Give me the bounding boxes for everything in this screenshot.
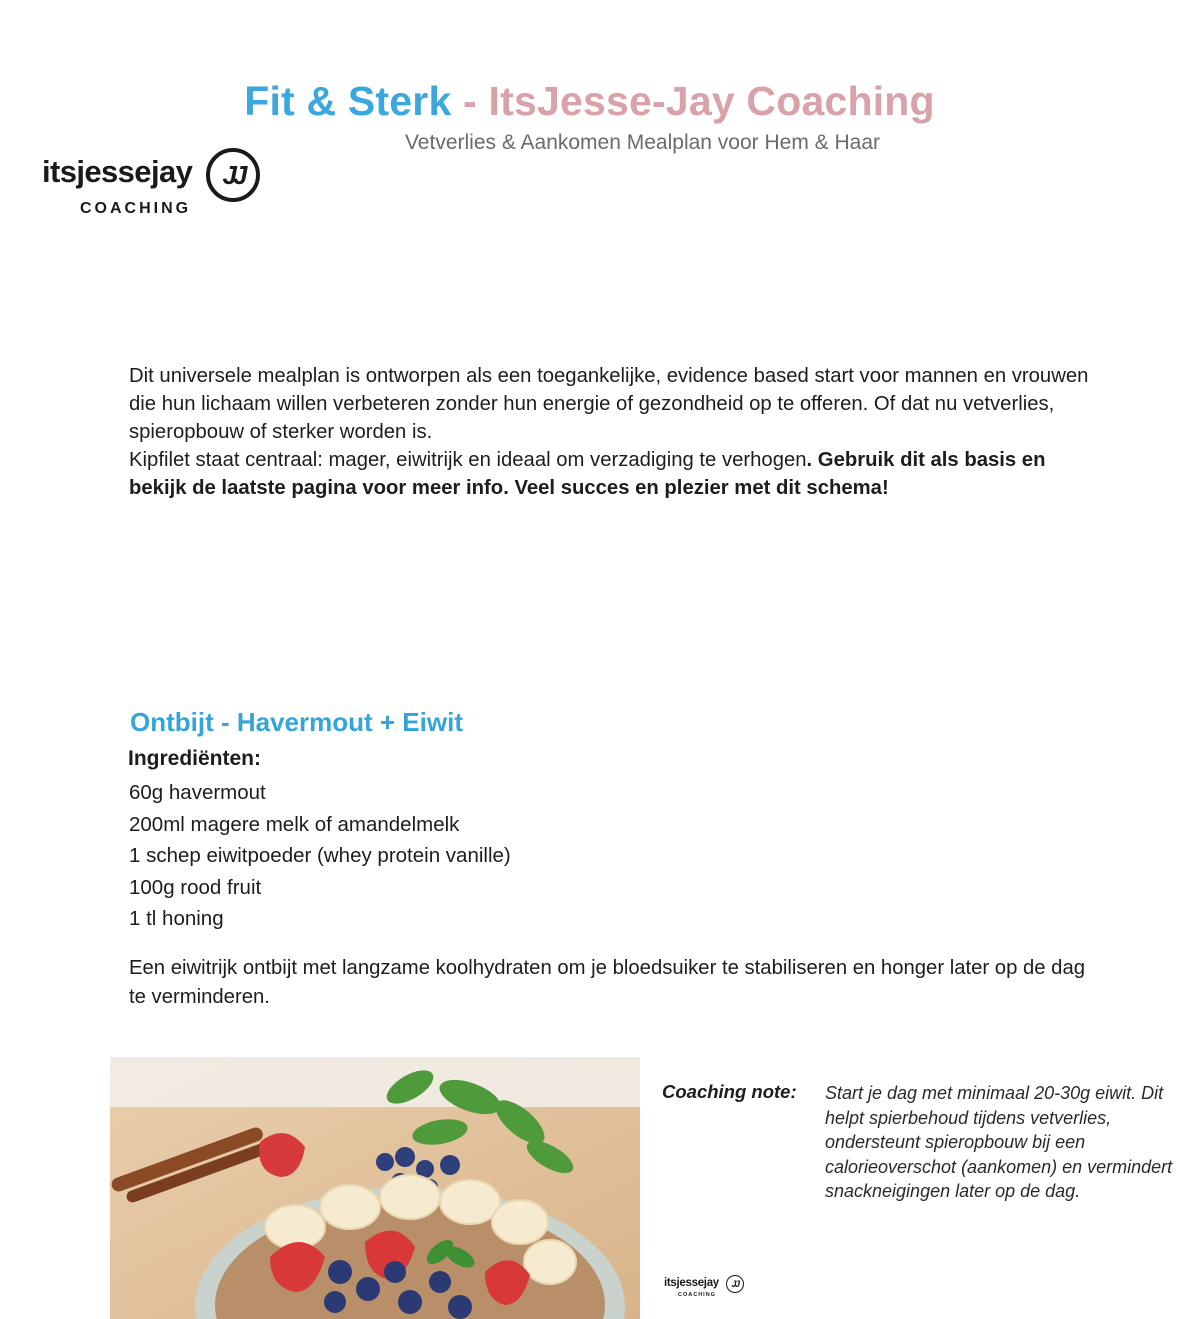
- ingredients-heading: Ingrediënten:: [128, 747, 262, 770]
- list-item: 200ml magere melk of amandelmelk: [129, 812, 460, 836]
- intro-text: [129, 362, 1099, 502]
- list-item: 100g rood fruit: [129, 875, 262, 899]
- title-separator: -: [451, 78, 489, 124]
- logo-tagline: COACHING: [80, 200, 192, 217]
- page-title: [0, 78, 1179, 125]
- footer-logo-wordmark: itsjessejay: [664, 1277, 719, 1289]
- list-item: 1 schep eiwitpoeder (whey protein vanille): [129, 844, 511, 867]
- list-item: 1 tl honing: [129, 907, 224, 930]
- ingredients-list: [129, 777, 511, 935]
- footer-logo: [664, 1274, 746, 1302]
- meal-description: Een eiwitrijk ontbijt met langzame koolhydraten om je bloedsuiker te stabiliseren en honger later op de dag te verminderen.: [129, 957, 1086, 1008]
- meal-title: Ontbijt - Havermout + Eiwit: [130, 707, 463, 737]
- title-brand: ItsJesse-Jay Coaching: [488, 78, 935, 124]
- coaching-note-text: Start je dag met minimaal 20-30g eiwit. Dit helpt spierbehoud tijdens vetverlies, ondersteunt spieropbouw bij een calorieoverschot (aankomen) en vermindert snackneigingen later op de dag.: [825, 1083, 1173, 1201]
- intro-paragraph-1: Dit universele mealplan is ontworpen als een toegankelijke, evidence based start voor mannen en vrouwen die hun lichaam willen verbeteren zonder hun energie of gezondheid op te offeren. Of dat nu vetverlies, spieropbouw of sterker worden is.: [129, 365, 1089, 443]
- intro-paragraph-2-bold: . Gebruik dit als basis en bekijk de laatste pagina voor meer info. Veel succes en plezier met dit schema!: [129, 449, 1046, 499]
- coaching-note-label: Coaching note:: [662, 1081, 797, 1102]
- intro-paragraph-2-normal: Kipfilet staat centraal: mager, eiwitrijk en ideaal om verzadiging te verhogen: [129, 449, 807, 471]
- page-subtitle: Vetverlies & Aankomen Mealplan voor Hem & Haar: [404, 131, 881, 154]
- footer-logo-tagline: COACHING: [678, 1292, 716, 1298]
- footer-logo-monogram-icon: JJ: [726, 1275, 744, 1293]
- title-main: Fit & Sterk: [244, 78, 452, 124]
- logo-wordmark: itsjessejay: [42, 154, 193, 189]
- logo-monogram-icon: JJ: [206, 148, 260, 202]
- brand-logo: [40, 146, 265, 218]
- oatmeal-bowl-photo: [110, 1057, 640, 1319]
- list-item: 60g havermout: [129, 781, 266, 804]
- intro-paragraph-2: [129, 446, 1099, 502]
